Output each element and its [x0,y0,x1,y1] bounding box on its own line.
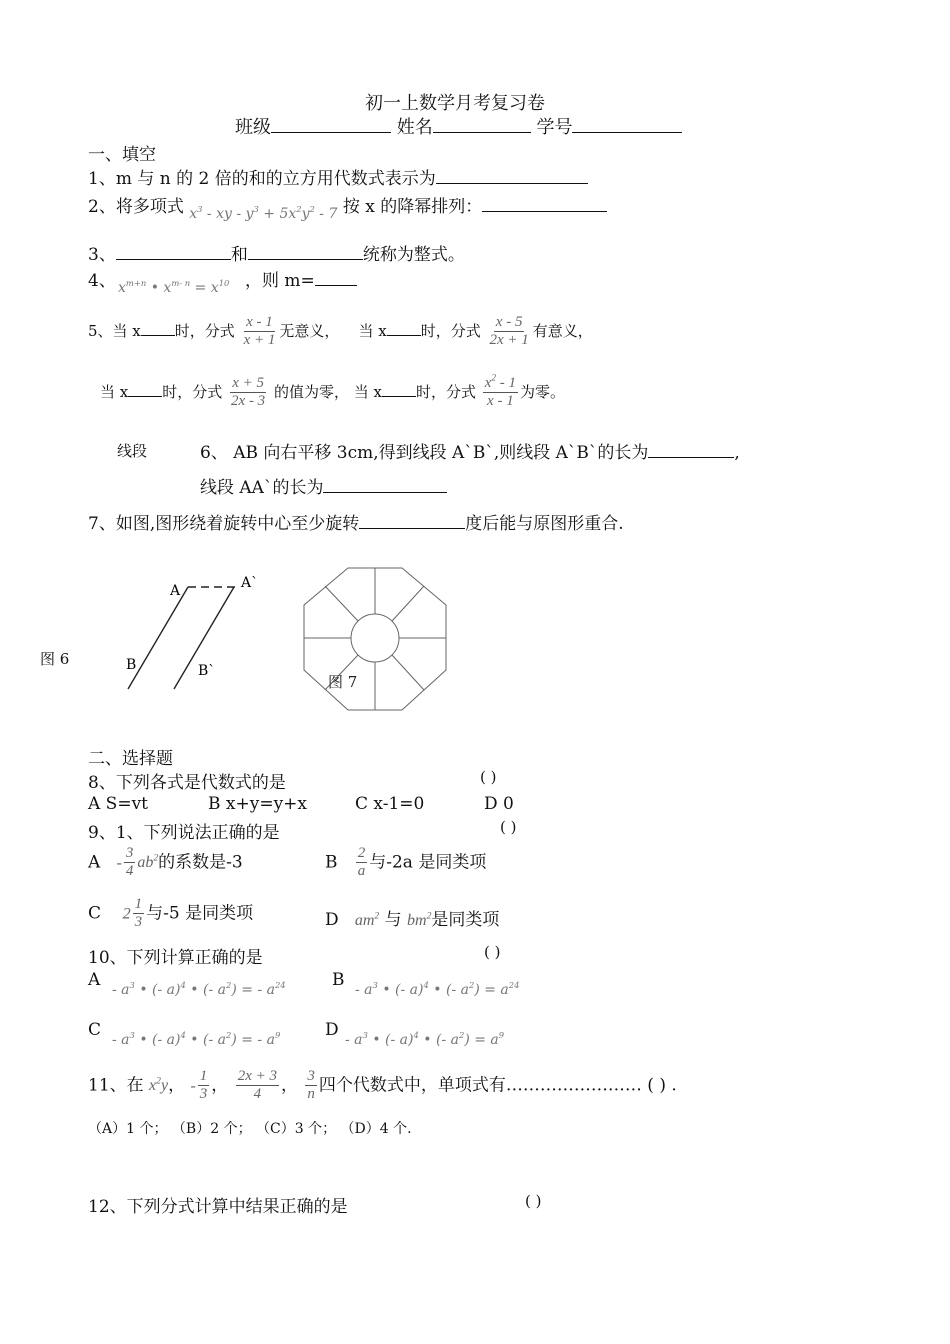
q9-answer-paren[interactable]: ( ) [500,818,517,836]
q10-option-c-letter[interactable]: C [88,1020,102,1040]
q10-option-b-letter[interactable]: B [332,970,345,990]
q6-blank-1[interactable] [648,456,734,458]
figure-7-octagon [300,565,450,715]
q11-suffix: 四个代数式中，单项式有…………………… ( ) . [318,1075,677,1096]
figure-6-label: 图 6 [40,650,70,668]
q9-option-c[interactable]: C 2 $\frac{1}{3}$ 与-5 是同类项 [88,896,254,931]
question-7 [88,509,624,534]
q6-prefix: 线段 [117,442,148,460]
q1-answer-blank[interactable] [436,182,588,184]
question-11: 11、在 $x^2y$， - $\frac{1}{3}$ ， $\frac{2x + 3}{4}$ ， $\frac{3}{n}$ 四个代数式中，单项式有…………………… ( ) . [88,1068,677,1103]
q6-text-1: 6、 AB 向右平移 3cm,得到线段 A`B`,则线段 A`B`的长为 [200,443,649,463]
q8-option-c[interactable]: C x-1=0 [355,794,425,814]
q11-fraction-3: $\frac{3}{n}$ [307,1068,315,1103]
q9-b-fraction: $\frac{2}{a}$ [357,845,366,880]
q2-suffix: 按 x 的降幂排列： [342,197,483,217]
q4-tail: ，则 m= [245,271,315,291]
name-label: 姓名 [396,117,433,138]
q6-text-2: 线段 AA`的长为 [200,478,324,498]
q9-d-mid: 与 [384,910,402,930]
q3-and: 和 [230,245,248,265]
question-6-line-1 [200,438,740,463]
segment-AB [128,587,188,689]
question-4 [88,266,116,291]
q3-tail: 统称为整式。 [362,245,465,265]
q9-stem: 9、1、下列说法正确的是 [88,823,280,843]
q7-text-a: 7、如图,图形绕着旋转中心至少旋转 [88,514,360,534]
q8-answer-paren[interactable]: ( ) [480,768,497,786]
figure-7-label: 图 7 [328,673,358,691]
q10-option-c-expr: - $a^3$ • (- a)$^4$ • (- $a^2$) = - $a^9$ [112,1030,281,1048]
question-2 [88,192,607,222]
q5-b: 时，分式 [174,321,235,340]
question-6-line-2 [200,473,447,498]
q5-blank-1[interactable] [141,334,175,336]
q10-answer-paren[interactable]: ( ) [484,943,501,961]
point-A-label: A [170,583,181,599]
q9-a-text: 的系数是-3 [158,852,243,873]
q5-fraction-2: $\frac{x - 5}{2x + 1}$ [489,314,529,349]
q8-stem: 8、下列各式是代数式的是 [88,773,286,793]
student-id-label: 学号 [536,117,573,138]
q2-prefix: 2、将多项式 [88,197,184,217]
q7-text-b: 度后能与原图形重合. [465,514,624,534]
q9-b-letter: B [325,852,338,873]
q6-comma: , [734,443,740,463]
inner-circle [351,614,399,662]
q9-d-text: 是同类项 [431,910,500,930]
q5-d: 当 x [358,321,387,340]
name-blank[interactable] [433,131,531,133]
q4-equation: $x^{m+n}$ • $x^{m- n} = x^{10}$ [118,278,230,296]
q5-j: 当 x [353,382,382,401]
q9-c-fraction: $\frac{1}{3}$ [134,896,143,931]
q3-number: 3、 [88,245,116,265]
q1-text: 1、m 与 n 的 2 倍的和的立方用代数式表示为 [88,169,436,189]
q9-a-letter: A [88,852,101,873]
student-info-line [235,113,682,139]
q7-blank[interactable] [359,527,465,529]
q5-c: 无意义， [279,321,340,340]
q9-c-letter: C [88,903,102,924]
q10-option-d-expr: - $a^3$ • (- a)$^4$ • (- $a^2) = a^9$ [345,1030,505,1048]
question-5-line-2 [100,372,565,411]
q10-option-d-letter[interactable]: D [325,1020,339,1040]
question-5-line-1 [88,314,593,350]
point-B-label: B [126,657,137,673]
q8-option-b[interactable]: B x+y=y+x [208,794,308,814]
q5-k: 时，分式 [416,382,477,401]
q3-blank-2[interactable] [248,258,363,260]
q10-option-a-expr: - $a^3$ • (- a)$^4$ • (- $a^2$) = - $a^{24}$ [112,980,286,998]
q5-a: 5、当 x [88,321,141,340]
q5-e: 时，分式 [420,321,481,340]
q9-option-d[interactable]: D $am^2$ 与 $bm^2$是同类项 [325,910,500,930]
q10-option-a-letter[interactable]: A [88,970,101,990]
q12-answer-paren[interactable]: ( ) [525,1192,542,1210]
q4-answer-blank[interactable] [315,284,357,286]
q11-fraction-1: $\frac{1}{3}$ [199,1068,208,1103]
q10-stem: 10、下列计算正确的是 [88,948,263,968]
q2-answer-blank[interactable] [482,210,607,212]
q4-tail-line [245,266,357,291]
q9-option-a[interactable]: A - $\frac{3}{4}$ $ab^2$的系数是-3 [88,845,243,880]
q11-prefix: 11、在 [88,1075,144,1096]
q5-fraction-1: $\frac{x - 1}{x + 1}$ [243,314,276,349]
q8-option-d[interactable]: D 0 [484,794,514,814]
class-label: 班级 [235,117,271,138]
q4-number: 4、 [88,271,116,291]
q5-blank-3[interactable] [128,395,162,397]
figure-6-translation [110,565,280,700]
q3-blank-1[interactable] [116,258,231,260]
q5-h: 时，分式 [162,382,223,401]
q9-a-fraction: $\frac{3}{4}$ [125,845,134,880]
question-3 [88,240,465,265]
q12-stem: 12、下列分式计算中结果正确的是 [88,1197,348,1217]
student-id-blank[interactable] [572,131,682,133]
q5-f: 有意义， [532,321,593,340]
q5-fraction-4: $\frac{x^2 - 1}{x - 1}$ [484,372,516,410]
q5-fraction-3: $\frac{x + 5}{2x - 3}$ [231,375,266,410]
q9-c-text: 与-5 是同类项 [146,903,254,924]
q6-blank-2[interactable] [323,491,447,493]
q9-d-letter: D [325,910,339,930]
q8-option-a[interactable]: A S=vt [88,794,149,814]
q11-options[interactable]: （A）1 个； （B）2 个； （C）3 个； （D）4 个. [88,1121,412,1137]
q10-option-b-expr: - $a^3$ • (- a)$^4$ • (- $a^2) = a^{24}$ [355,980,520,998]
section-fill-in: 一、填空 [88,145,156,165]
point-B2-label: B` [198,663,216,679]
q5-blank-4[interactable] [382,395,416,397]
page-title: 初一上数学月考复习卷 [365,93,545,114]
q5-l: 为零。 [519,382,565,401]
q9-b-text: 与-2a 是同类项 [369,852,487,873]
q9-option-b[interactable] [325,845,486,881]
question-1 [88,164,588,189]
point-A2-label: A` [241,575,259,591]
class-blank[interactable] [271,131,391,133]
q2-polynomial: x3 - xy - y3 + 5x2y2 - 7 [189,204,338,222]
q5-g: 当 x [100,382,129,401]
q11-fraction-2: $\frac{2x + 3}{4}$ [237,1068,277,1103]
q5-i: 的值为零， [273,382,349,401]
q5-blank-2[interactable] [387,334,421,336]
section-multiple-choice: 二、选择题 [88,749,173,769]
